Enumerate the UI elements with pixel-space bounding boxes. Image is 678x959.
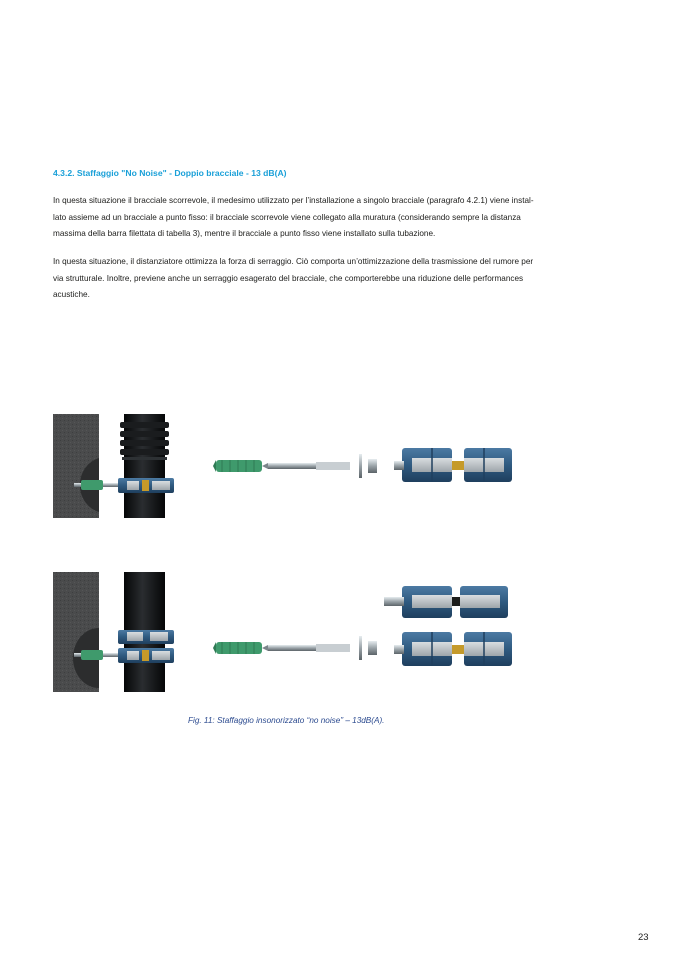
wall-section-bottom — [53, 572, 99, 692]
paragraph-1-line-1: In questa situazione il bracciale scorrevole, il medesimo utilizzato per l’installazione a singolo bracciale (paragrafo 4.2.1) viene instal- — [53, 196, 534, 205]
section-heading: 4.3.2. Staffaggio "No Noise" - Doppio bracciale - 13 dB(A) — [53, 168, 287, 178]
washer-nut-top — [359, 454, 377, 478]
threaded-bolt-top — [262, 462, 350, 470]
paragraph-1-line-2: lato assieme ad un bracciale a punto fisso: il bracciale scorrevole viene collegato alla muratura (considerando sempre la distanza — [53, 212, 521, 222]
threaded-bolt-bottom — [262, 644, 350, 652]
paragraph-1-line-3: massima della barra filettata di tabella 3), mentre il bracciale a punto fisso viene installato sulla tubazione. — [53, 229, 436, 239]
fixed-clamp-assembly — [384, 586, 508, 618]
figure-caption: Fig. 11: Staffaggio insonorizzato “no noise” – 13dB(A). — [188, 716, 385, 725]
page-number: 23 — [638, 932, 649, 943]
paragraph-1 — [53, 193, 625, 243]
paragraph-2-line-2: via strutturale. Inoltre, previene anche un serraggio esagerato del bracciale, che comporterebbe una riduzione delle performances — [53, 273, 524, 283]
paragraph-2 — [53, 254, 625, 304]
figure-illustration — [0, 400, 678, 710]
washer-nut-bottom — [359, 636, 377, 660]
wall-section-top — [53, 414, 99, 518]
clamp-assembly-top — [394, 448, 512, 482]
wall-anchor-plug-bottom — [213, 642, 262, 654]
paragraph-2-line-1: In questa situazione, il distanziatore ottimizza la forza di serraggio. Ciò comporta un’ottimizzazione della trasmissione del rumore per — [53, 257, 534, 266]
wall-anchor-plug-top — [213, 460, 262, 472]
paragraph-2-line-3: acustiche. — [53, 290, 90, 300]
sliding-clamp-assembly — [394, 632, 512, 666]
pipe-top — [120, 414, 169, 518]
